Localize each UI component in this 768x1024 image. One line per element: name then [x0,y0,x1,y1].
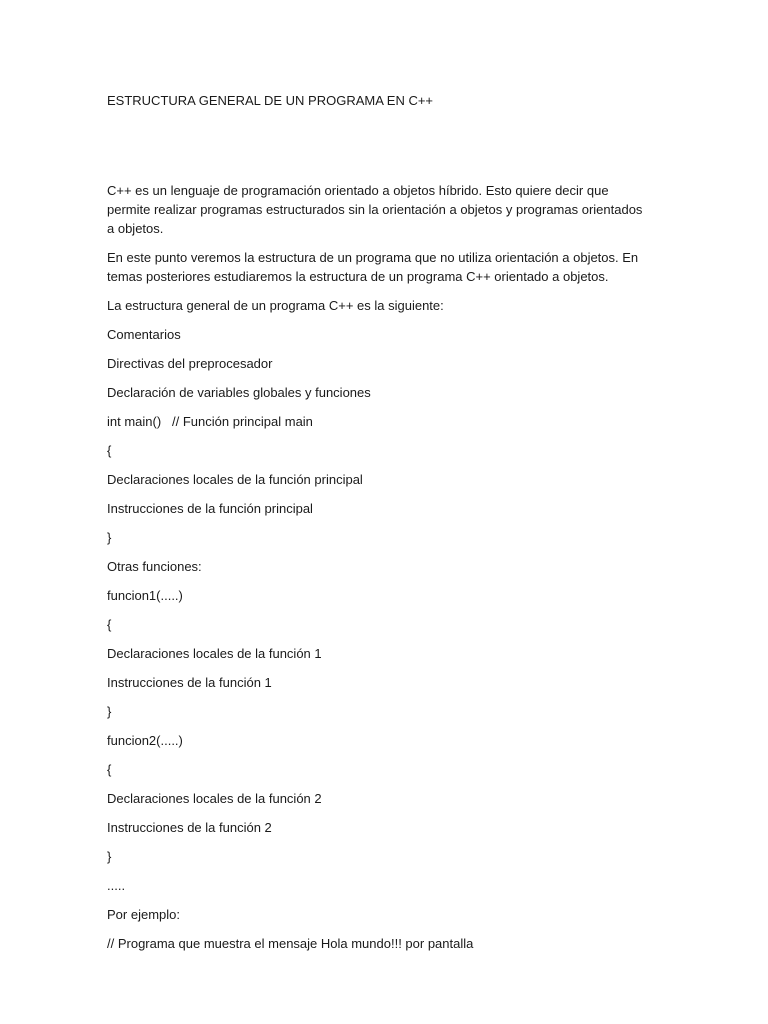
structure-line: { [107,443,112,458]
structure-line: } [107,530,112,545]
structure-line: Otras funciones: [107,559,202,574]
intro-paragraph: En este punto veremos la estructura de un programa que no utiliza orientación a objetos. En temas posteriores estudiaremos la estructura de un programa C++ orientado a objetos. [107,250,639,284]
structure-line: Instrucciones de la función 1 [107,675,272,690]
structure-line: La estructura general de un programa C++ es la siguiente: [107,298,444,313]
structure-line: Directivas del preprocesador [107,356,273,371]
structure-line: Declaración de variables globales y funciones [107,385,371,400]
intro-paragraph: C++ es un lenguaje de programación orientado a objetos híbrido. Esto quiere decir que permite realizar programas estructurados sin la orientación a objetos y programas orientados a objetos. [107,183,643,236]
structure-line: Comentarios [107,327,181,342]
structure-line: { [107,762,112,777]
structure-line: funcion1(.....) [107,588,183,603]
structure-line: Por ejemplo: [107,907,180,922]
structure-line: Instrucciones de la función principal [107,501,313,516]
program-structure-list [107,296,647,953]
structure-line: ..... [107,878,126,893]
structure-line: // Programa que muestra el mensaje Hola mundo!!! por pantalla [107,936,474,951]
structure-line: int main() // Función principal main [107,414,313,429]
structure-line: } [107,704,112,719]
structure-line: Declaraciones locales de la función 1 [107,646,322,661]
structure-line: } [107,849,112,864]
document-body [107,91,647,953]
structure-line: funcion2(.....) [107,733,183,748]
structure-line: Declaraciones locales de la función 2 [107,791,322,806]
document-title: ESTRUCTURA GENERAL DE UN PROGRAMA EN C++ [107,93,434,108]
structure-line: { [107,617,112,632]
structure-line: Declaraciones locales de la función principal [107,472,363,487]
structure-line: Instrucciones de la función 2 [107,820,272,835]
